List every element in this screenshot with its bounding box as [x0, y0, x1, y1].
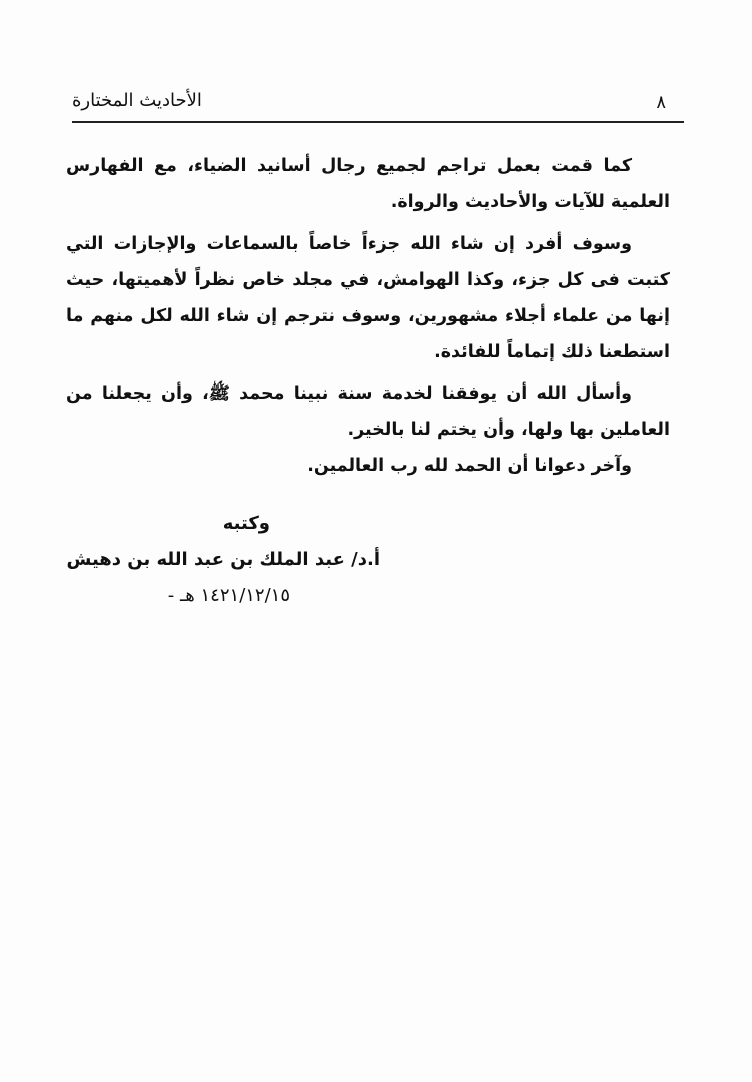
page-number: ٨ — [656, 92, 666, 113]
body-text — [66, 148, 670, 490]
signature-block — [60, 506, 380, 614]
paragraph: وسوف أفرد إن شاء الله جزءاً خاصاً بالسماعات والإجازات التي كتبت فى كل جزء، وكذا الهوامش، في مجلد خاص نظراً لأهميتها، حيث إنها من علماء أجلاء مشهورين، وسوف نترجم إن شاء الله لكل منهم ما استطعنا ذلك إتماماً للفائدة. — [66, 234, 670, 362]
paragraph: وأسأل الله أن يوفقنا لخدمة سنة نبينا محمد ﷺ، وأن يجعلنا من العاملين بها ولها، وأن يختم لنا بالخير. — [66, 384, 670, 440]
running-title: الأحاديث المختارة — [72, 90, 202, 111]
signature-name: أ.د/ عبد الملك بن عبد الله بن دهيش — [66, 549, 380, 570]
paragraph: وآخر دعوانا أن الحمد لله رب العالمين. — [307, 456, 632, 476]
header-rule — [72, 121, 684, 123]
signature-date: ١٤٢١/١٢/١٥ هـ - — [167, 585, 290, 606]
signature-label: وكتبه — [222, 513, 270, 534]
page-header — [72, 86, 684, 124]
paragraph: كما قمت بعمل تراجم لجميع رجال أسانيد الضياء، مع الفهارس العلمية للآيات والأحاديث والرواة. — [66, 156, 670, 212]
